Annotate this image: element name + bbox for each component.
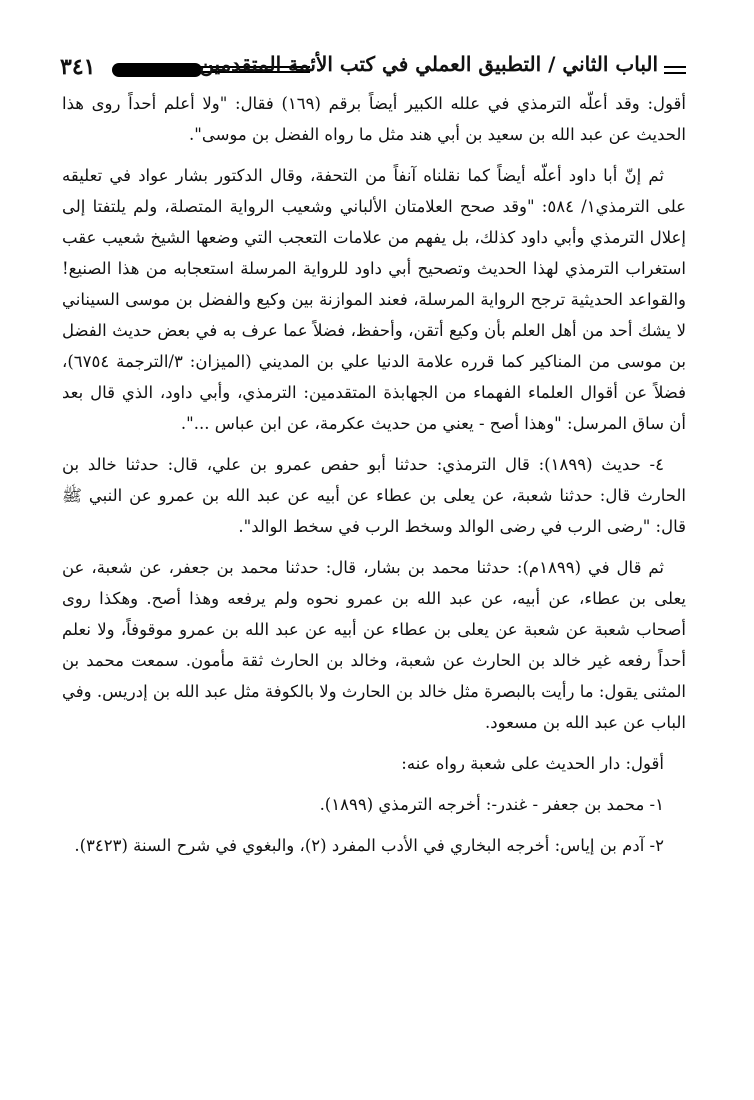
running-title: الباب الثاني / التطبيق العملي في كتب الأئمة المتقدمين (199, 52, 658, 76)
list-item-1: ١- محمد بن جعفر - غندر-: أخرجه الترمذي (١٨٩٩). (319, 795, 664, 814)
page-number: ٣٤١ (60, 54, 96, 80)
paragraph-4: ثم قال في (١٨٩٩م): حدثنا محمد بن بشار، قال: حدثنا محمد بن جعفر، عن شعبة، عن يعلى بن عطاء، عن أبيه، عن عبد الله بن عمرو نحوه ولم يرفعه وهذا أصح. وهكذا روى أصحاب شعبة عن شعبة عن يعلى بن عطاء عن أبيه عن عبد الله بن عمرو موقوفاً، ولا نعلم أحداً رفعه غير خالد بن الحارث عن شعبة، وخالد بن الحارث ثقة مأمون. سمعت محمد بن المثنى يقول: ما رأيت بالبصرة مثل خالد بن الحارث ولا بالكوفة مثل عبد الله بن إدريس. وفي الباب عن عبد الله بن مسعود. (62, 558, 686, 732)
paragraph-2: ثم إنّ أبا داود أعلّه أيضاً كما نقلناه آنفاً من التحفة، وقال الدكتور بشار عواد في تعليقه على الترمذي١/ ٥٨٤: "وقد صحح العلامتان الألباني وشعيب الرواية المتصلة، ولم يلتفتا إلى إعلال الترمذي وأبي داود كذلك، بل يفهم من علامات التعجب التي وضعها الشيخ شعيب عقب استغراب الترمذي لهذا الحديث وتصحيح أبي داود للرواية المرسلة استعجابه من هذا الصنيع! والقواعد الحديثية ترجح الرواية المرسلة، فعند الموازنة بين وكيع والفضل بن موسى السيناني لا يشك أحد من أهل العلم بأن وكيع أتقن، وأحفظ، فضلاً عما عرف به في بعض حديث الفضل بن موسى من المناكير كما قرره علامة الدنيا علي بن المديني (الميزان: ٣/الترجمة ٦٧٥٤)، فضلاً عن أقوال العلماء الفهماء من الجهابذة المتقدمين: الترمذي، وأبي داود، الذي قال بعد أن ساق المرسل: "وهذا أصح - يعني من حديث عكرمة، عن ابن عباس ...". (62, 166, 686, 433)
paragraph-5: أقول: دار الحديث على شعبة رواه عنه: (401, 754, 664, 773)
header-dash-bottom (664, 72, 686, 74)
list-item-2: ٢- آدم بن إياس: أخرجه البخاري في الأدب المفرد (٢)، والبغوي في شرح السنة (٣٤٢٣). (74, 836, 664, 855)
body-text (62, 88, 686, 871)
paragraph-1: أقول: وقد أعلّه الترمذي في علله الكبير أيضاً برقم (١٦٩) فقال: "ولا أعلم أحداً روى هذا الحديث عن عبد الله بن سعيد بن أبي هند مثل ما رواه الفضل بن موسى". (62, 94, 686, 144)
page-header (60, 52, 686, 86)
header-dash-top (664, 66, 686, 68)
paragraph-3: ٤- حديث (١٨٩٩): قال الترمذي: حدثنا أبو حفص عمرو بن علي، قال: حدثنا خالد بن الحارث قال: حدثنا شعبة، عن يعلى بن عطاء عن أبيه عن عبد الله بن عمرو عن النبي ﷺ قال: "رضى الرب في رضى الوالد وسخط الرب في سخط الوالد". (62, 455, 686, 536)
header-ornament-oval (112, 63, 202, 77)
